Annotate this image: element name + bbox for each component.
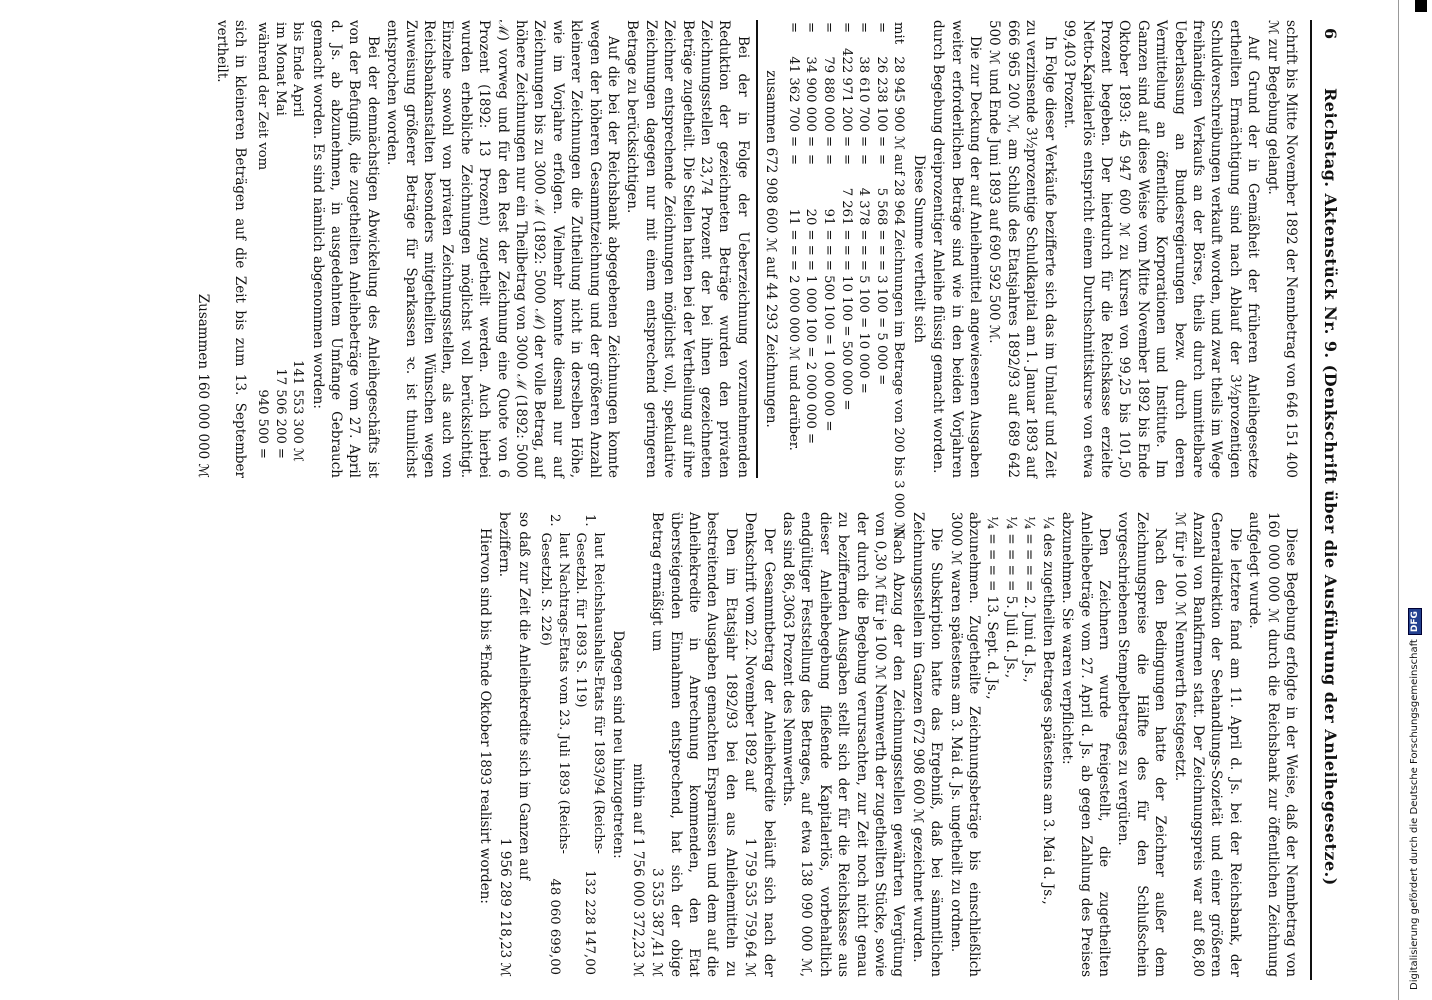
paragraph: Die zur Deckung der auf Anleihemittel angewiesenen Ausgaben weiter erforderlichen Beträge sind wie in den beiden Vorjahren durch Begebung dreiprozentiger Anleihe flüssig gemacht worden. [930, 20, 984, 478]
page-number: 6 [1321, 28, 1340, 40]
cell-amount: 34 900 000 [803, 56, 819, 132]
amount: 1 956 289 218,23 ℳ [497, 838, 514, 977]
addition-row [572, 512, 607, 977]
right-column [474, 512, 1300, 977]
cell-unit: = [785, 135, 801, 147]
amount: 1 759 535 759,64 ℳ [742, 838, 759, 977]
cell-amount: 26 238 100 [873, 56, 889, 132]
amount: mithin auf 1 756 000 372,23 ℳ [629, 763, 646, 977]
distribution-row [820, 20, 838, 538]
cell-label: bis Ende April [290, 22, 306, 117]
takeup-total: Zusammen 160 000 000 ℳ [194, 293, 211, 478]
corner-marker [1415, 0, 1427, 12]
credit-line [1403, 470, 1427, 990]
cell-amount: 41 362 700 [785, 56, 801, 132]
header-rule [1310, 20, 1312, 980]
cell-value: 132 228 147,00 [582, 870, 598, 975]
cell-prefix: = [856, 22, 872, 34]
credit-text: Digitalisierung gefördert durch die Deutsche Forschungsgemeinschaft [1409, 639, 1420, 990]
cell-prefix: = [803, 22, 819, 34]
page-edge-line [1398, 0, 1399, 1000]
cell-on: = [803, 154, 819, 166]
cell-value: 940 500 [254, 389, 270, 444]
page-title: Reichstag. Aktenstück Nr. 9. (Denkschrift über die Ausführung der Anleihegesetze.) [1321, 88, 1340, 886]
paragraph: Die Subskription hatte das Ergebniß, daß bei sämmtlichen Zeichnungsstellen im Ganzen 672 908 600 ℳ gezeichnet wurden. [909, 512, 945, 977]
cell-count: 11 [785, 208, 801, 226]
cell-count: 5 568 [873, 187, 889, 226]
paragraph: Diese Begebung erfolgte in der Weise, daß der Nennbetrag von 160 000 000 ℳ durch die Reichsbank zur öffentlichen Zeichnung aufgelegt wurde. [1246, 512, 1299, 977]
cell-label: während der Zeit vom [254, 22, 270, 171]
obligation-item: ¼ = = = = 5. Juli d. Js., [1002, 516, 1019, 679]
left-column [192, 20, 1300, 537]
paragraph: schrift bis Mitte November 1892 der Nennbetrag von 646 151 400 ℳ zur Begebung gelangt. [1264, 20, 1299, 478]
divider [756, 20, 758, 478]
cell-amount: 422 971 200 [838, 48, 854, 132]
cell-unit: = [254, 447, 270, 459]
cell-unit: ℳ [290, 447, 306, 462]
cell-count: 20 [803, 208, 819, 226]
cell-on: = [821, 154, 837, 166]
takeup-row [271, 20, 289, 478]
distribution-row [802, 20, 820, 538]
cell-count: 28 964 [891, 179, 907, 226]
cell-unit: = [873, 135, 889, 147]
distribution-row [890, 20, 908, 538]
paragraph: beziffern. [496, 512, 513, 578]
cell-unit: = [803, 135, 819, 147]
cell-amount: 28 945 900 [891, 56, 907, 132]
cell-tail: = = = 500 100 = 1 000 000 = [821, 229, 837, 432]
cell-unit: = [272, 447, 288, 459]
cell-tail: = = = 5 100 = 10 000 = [856, 229, 872, 394]
cell-tail: = = = 1 000 100 = 2 000 000 = [803, 229, 819, 445]
cell-tail: = = = 10 100 = 500 000 = [838, 229, 854, 411]
paragraph [741, 512, 778, 977]
additions-table [537, 512, 607, 977]
cell-value: 141 553 300 [290, 359, 306, 444]
distribution-row [837, 20, 855, 538]
cell-amount: 79 880 000 [821, 56, 837, 132]
takeup-table [253, 20, 306, 478]
distribution-row [784, 20, 802, 538]
dfg-logo: DFG [1408, 608, 1422, 635]
distribution-row [872, 20, 890, 538]
obligation-item: ¼ des zugetheilten Betrages spätestens am 3. Mai d. Js., [1039, 516, 1056, 905]
paragraph: Auf die bei der Reichsbank abgegebenen Zeichnungen konnte wegen der höheren Gesammtzeichnung und der größeren Anzahl kleinerer Zeichnungen die Zutheilung nicht in derselben Höhe, wie im Vorjahre erfolgen. Vielmehr konnte diesmal nur auf Zeichnungen bis zu 3000 ℳ (1892: 5000 ℳ) der volle Betrag, auf höhere Zeichnungen nur ein Theilbetrag von 3000 ℳ (1892: 5000 ℳ) vorweg und für den Rest der Zeichnung eine Quote von 6 Prozent (1892: 13 Prozent) zugetheilt werden. Auch hierbei wurden erhebliche Zeichnungen möglichst voll berücksichtigt. Einzelne sowohl von privaten Zeichnungsstellen, als auch von Reichsbankanstalten besonders mitgetheilten Wünschen wegen Zuweisung größerer Beträge für Sparkassen ꝛc. ist thunlichst entsprochen worden. [384, 20, 622, 478]
cell-label: im Monat Mai [272, 22, 288, 116]
paragraph [648, 512, 740, 977]
distribution-total: zusammen 672 908 600 ℳ auf 44 293 Zeichnungen. [763, 70, 780, 428]
rotated-document [110, 0, 1370, 1000]
distribution-table [784, 20, 907, 538]
cell-on: = [856, 154, 872, 166]
obligation-list [983, 512, 1057, 977]
cell-on: auf [891, 154, 907, 176]
paragraph: Hiervon sind bis *Ende Oktober 1893 realisirt worden: [476, 528, 493, 904]
cell-amount: 38 610 700 [856, 56, 872, 132]
cell-on: = [785, 154, 801, 166]
cell-on: = [873, 154, 889, 166]
cell-prefix: = [785, 22, 801, 34]
cell-unit: = [856, 135, 872, 147]
paragraph-text: so daß zur Zeit die Anleihekredite sich im Ganzen auf [515, 512, 532, 881]
paragraph: Nach den Bedingungen hatte der Zeichner außer dem Zeichnungspreise die Hälfte des für den Schlußschein vorgeschriebenen Stempelbetrages zu vergüten. [1115, 512, 1169, 977]
paragraph: Bei der demnächstigen Abwickelung des Anleihegeschäfts ist von der Befugniß, die zugetheilten Anleihebeträge vom 27. April d. Js. ab abzunehmen, in ausgedehntem Umfange Gebrauch gemacht worden. Es sind nämlich abgenommen worden: [309, 20, 381, 478]
cell-value: 17 506 200 [272, 368, 288, 444]
paragraph: abzunehmen. Zugetheilte Zeichnungsbeträge bis einschließlich 3000 ℳ waren spätestens am 3. Mai d. Js. ungetheilt zu ordnen. [947, 512, 983, 977]
cell-text: laut Reichshaushalts-Etats für 1893/94 (Reichs-Gesetzbl. für 1893 S. 119) [573, 532, 606, 854]
cell-text: laut Nachtrags-Etats vom 23. Juli 1893 (Reichs-Gesetzbl. S. 226) [538, 532, 571, 854]
cell-count: 4 378 [856, 187, 872, 226]
paragraph-text: Den im Etatsjahr 1892/93 bei den aus Anleihemitteln zu bestreitenden Ausgaben gemachten Ersparnissen und dem auf die Anleihekredite in Anrechnung kommenden, den Etat übersteigenden Einnahmen entsprechend, hat sich der obige Betrag ermäßigt um [649, 512, 739, 977]
cell-num: 2. [546, 514, 562, 527]
cell-prefix: mit [891, 22, 907, 45]
cell-tail: Zeichnungen im Betrage von 200 bis 3 000 ℳ [891, 229, 907, 537]
cell-unit: = [838, 135, 854, 147]
digitization-credit [1403, 470, 1427, 990]
paragraph: Bei der in Folge der Ueberzeichnung vorzunehmenden Reduktion der gezeichneten Beträge wurden den privaten Zeichnungsstellen 23,74 Prozent der bei ihnen gezeichneten Beträge zugetheilt. Die Stellen hatten bei der Vertheilung auf ihre Zeichner entsprechende Zeichnungen möglichst voll, spekulative Zeichnungen dagegen nur mit einem entsprechend geringeren Betrage zu berücksichtigen. [624, 20, 751, 478]
takeup-row [289, 20, 307, 478]
distribution-title: Diese Summe vertheilt sich [910, 154, 927, 344]
cell-unit: = [821, 135, 837, 147]
obligation-item: ¼ = = = = 2. Juni d. Js., [1021, 516, 1038, 683]
cell-prefix: = [873, 22, 889, 34]
paragraph: Die letztere fand am 11. April d. Js. bei der Reichsbank, der Generaldirektion der Seehandlungs-Sozietät und einer größeren Anzahl von Bankfirmen statt. Der Zeichnungspreis war auf 86,80 ℳ für je 100 ℳ Nennwerth festgesetzt. [1171, 512, 1243, 977]
paragraph: Nach Abzug der den Zeichnungsstellen gewährten Vergütung von 0,30 ℳ für je 100 ℳ Nennwerth der zugetheilten Stücke, sowie der durch die Begebung verursachten, zur Zeit noch nicht genau zu beziffernden Ausgaben stellt sich der für die Reichskasse aus dieser Anleihebegebung fließende Kapitalerlös, vorbehaltlich endgültiger Feststellung des Betrages, auf etwa 138 090 000 ℳ, das sind 86,3063 Prozent des Nennwerths. [780, 512, 907, 977]
cell-tail: = = = 2 000 000 ℳ und darüber. [785, 229, 801, 451]
cell-on: = [838, 154, 854, 166]
cell-tail: = = = 3 100 = 5 000 = [873, 229, 889, 386]
paragraph-text: Der Gesammtbetrag der Anleihekredite beläuft sich nach der Denkschrift vom 22. November 1892 auf [742, 512, 777, 977]
paragraph: Auf Grund der in Gemäßheit der früheren Anleihegesetze ertheilten Ermächtigung sind nach Ablauf der 3½prozentigen Schuldverschreibungen verkauft worden, und zwar theils im Wege freihändigen Verkaufs an der Börse, theils durch unmittelbare Ueberlassung an Bundesregierungen bezw. durch deren Vermittelung an öffentliche Korporationen und Institute. Im Ganzen sind auf diese Weise vom Mitte November 1892 bis Ende Oktober 1893: 45 947 600 ℳ zu Kursen von 99,25 bis 101,50 Prozent begeben. Der hierdurch für die Reichskasse erzielte Netto-Kapitalerlös entspricht einem Durchschnittskurse von etwa 99,403 Prozent. [1061, 20, 1262, 478]
cell-prefix: = [821, 22, 837, 34]
cell-count: 7 261 [838, 187, 854, 226]
paragraph: sich in kleineren Beträgen auf die Zeit bis zum 13. September vertheilt. [213, 20, 249, 478]
obligation-item: ¼ = = = = 13. Sept. d. Js., [984, 516, 1001, 700]
paragraph: In Folge dieser Verkäufe bezifferte sich das im Umlauf und Zeit zu verzinsende 3½prozentige Schuldkapital am 1. Januar 1893 auf 666 965 200 ℳ, am Schluß des Etatsjahres 1892/93 auf 689 642 500 ℳ und Ende Juni 1893 auf 690 592 500 ℳ. [986, 20, 1058, 478]
amount: 3 535 387,41 ℳ [649, 868, 666, 977]
takeup-row [253, 20, 271, 478]
cell-count: 91 [821, 208, 837, 226]
cell-prefix: = [838, 22, 854, 34]
distribution-row [855, 20, 873, 538]
cell-unit: ℳ [891, 135, 907, 151]
subheading: Dagegen sind neu hinzugetreten: [610, 630, 627, 859]
addition-row [537, 512, 572, 977]
paragraph: Den Zeichnern wurde freigestellt, die zugetheilten Anleihebeträge vom 27. April d. Js. ab gegen Zahlung des Preises abzunehmen. Sie waren verpflichtet: [1059, 512, 1112, 977]
cell-value: 48 060 699,00 [546, 878, 562, 975]
cell-num: 1. [582, 514, 598, 527]
